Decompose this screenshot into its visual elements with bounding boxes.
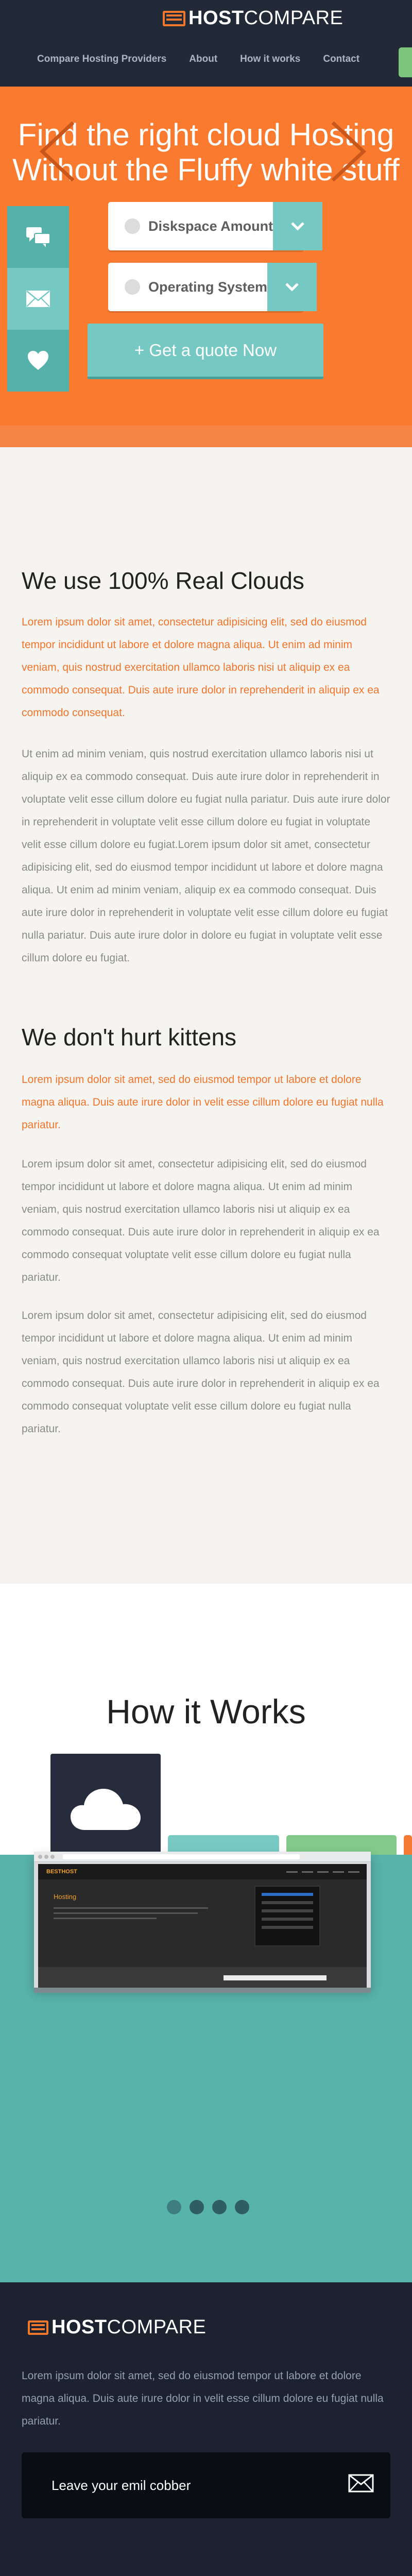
mockup-logo: BESTHOST [46, 1869, 77, 1875]
diskspace-label: Diskspace Amount [148, 218, 273, 234]
slider-dot-3[interactable] [212, 2200, 227, 2214]
hero-title-line1: Find the right cloud Hosting [18, 117, 394, 152]
mockup-webpage [38, 1864, 367, 1988]
server-icon [28, 2320, 48, 2335]
cloud-icon [70, 1786, 142, 1832]
footer-description: Lorem ipsum dolor sit amet, sed do eiusmod tempor ut labore et dolore magna aliqua. Duis aute irure dolor in velit esse cillum dolore eu fugiat nulla pariatur. [22, 2370, 384, 2427]
site-footer [0, 2282, 412, 2576]
step-cloud[interactable] [50, 1754, 161, 1864]
how-it-works-title: How it Works [106, 1692, 306, 1731]
content-section [0, 447, 412, 1584]
heart-icon [27, 350, 49, 371]
hero-bottom-band [0, 426, 412, 447]
side-tab-chat[interactable] [7, 206, 69, 268]
radio-dot-icon [125, 279, 140, 295]
paragraph-grey-3: Lorem ipsum dolor sit amet, consectetur adipisicing elit, sed do eiusmod tempor incididunt ut labore et dolore magna aliqua. Ut enim ad minim veniam, quis nostrud exercitation ullamco laboris nisi ut aliquip ex ea commodo consequat. Duis aute irure dolor in reprehenderit in aliquip ex ea commodo consequat voluptate velit esse cillum dolore eu fugiat nulla pariatur. [22, 1310, 380, 1435]
site-logo[interactable] [163, 7, 343, 29]
operating-system-select[interactable] [108, 263, 304, 311]
slider-dot-2[interactable] [190, 2200, 204, 2214]
operating-system-label: Operating System [148, 279, 268, 295]
paragraph-grey-2: Lorem ipsum dolor sit amet, consectetur adipisicing elit, sed do eiusmod tempor incididunt ut labore et dolore magna aliqua. Ut enim ad minim veniam, quis nostrud exercitation ullamco laboris nisi ut aliquip ex ea commodo consequat. Duis aute irure dolor in reprehenderit in aliquip ex ea commodo consequat voluptate velit esse cillum dolore eu fugiat nulla pariatur. [22, 1158, 380, 1283]
chevron-right-icon[interactable] [327, 120, 370, 183]
operating-system-dropdown-button[interactable] [267, 263, 317, 311]
browser-shadow [34, 1988, 371, 1993]
get-quote-button[interactable]: + Get a quote Now [88, 324, 323, 379]
chevron-down-icon [290, 222, 305, 231]
newsletter-box [22, 2452, 390, 2518]
footer-logo-text: HOSTCOMPARE [52, 2316, 207, 2338]
envelope-icon [348, 2474, 374, 2493]
radio-dot-icon [125, 218, 140, 234]
hero-section [0, 87, 412, 447]
logo-text: HOSTCOMPARE [188, 7, 344, 29]
browser-address-bar [63, 1854, 300, 1859]
mockup-header [38, 1864, 367, 1879]
paragraph-grey-1: Ut enim ad minim veniam, quis nostrud exercitation ullamco laboris nisi ut aliquip ex ea commodo consequat. Duis aute irure dolor in reprehenderit in voluptate velit esse cillum dolore eu fugiat nulla pariatur. Duis aute irure dolor in reprehenderit in voluptate velit esse cillum dolore eu fugiat in voluptate velit esse cillum dolore eu fugiat.Lorem ipsum dolor sit amet, consectetur adipisicing elit, sed do eiusmod tempor incididunt ut labore et dolore magna aliqua. Ut enim ad minim veniam, aliquip ex ea commodo consequat. Duis aute irure dolor in reprehenderit in voluptate velit esse cillum dolore eu fugiat nulla pariatur. Duis aute irure dolor in dolore eu fugiat in voluptate velit esse cillum dolore eu fugiat. [22, 748, 390, 964]
chevron-down-icon [285, 282, 299, 292]
step-tab-4[interactable] [404, 1835, 412, 1855]
footer-logo[interactable] [28, 2316, 206, 2338]
mail-icon [26, 290, 50, 308]
nav-about[interactable]: About [189, 54, 218, 64]
nav-contact[interactable]: Contact [323, 54, 360, 64]
side-tab-favorite[interactable] [7, 330, 69, 392]
site-header [0, 0, 412, 87]
paragraph-orange-2: Lorem ipsum dolor sit amet, sed do eiusmod tempor ut labore et dolore magna aliqua. Duis aute irure dolor in velit esse cillum dolore eu fugiat nulla pariatur. [22, 1074, 384, 1131]
paragraph-orange-1: Lorem ipsum dolor sit amet, consectetur adipisicing elit, sed do eiusmod tempor incididunt ut labore et dolore magna aliqua. Ut enim ad minim veniam, quis nostrud exercitation ullamco laboris nisi ut aliquip ex ea commodo consequat. Duis aute irure dolor in reprehenderit in aliquip ex ea commodo consequat. [22, 616, 380, 719]
chat-icon [25, 226, 51, 248]
chevron-left-icon[interactable] [36, 120, 79, 183]
server-image [254, 1886, 320, 1946]
heading-real-clouds: We use 100% Real Clouds [22, 567, 304, 594]
diskspace-select[interactable] [108, 202, 304, 250]
nav-extra-tab[interactable] [399, 47, 412, 77]
newsletter-submit-button[interactable] [348, 2474, 374, 2495]
heading-kittens: We don't hurt kittens [22, 1024, 237, 1050]
browser-mockup [34, 1852, 371, 1988]
newsletter-email-input[interactable] [52, 2478, 299, 2494]
nav-compare-hosting[interactable]: Compare Hosting Providers [37, 54, 167, 64]
mockup-heading: Hosting [54, 1893, 77, 1901]
side-tab-mail[interactable] [7, 268, 69, 330]
main-nav [37, 54, 382, 65]
slider-dots [167, 2200, 258, 2214]
server-icon [163, 11, 185, 26]
nav-how-it-works[interactable]: How it works [240, 54, 301, 64]
slider-dot-4[interactable] [235, 2200, 249, 2214]
hero-title-line2: Without the Fluffy white stuff [12, 152, 400, 187]
diskspace-dropdown-button[interactable] [273, 202, 322, 250]
slider-dot-1[interactable] [167, 2200, 181, 2214]
browser-toolbar [34, 1852, 371, 1862]
side-tabs [7, 206, 69, 392]
how-it-works-section [0, 1584, 412, 2282]
